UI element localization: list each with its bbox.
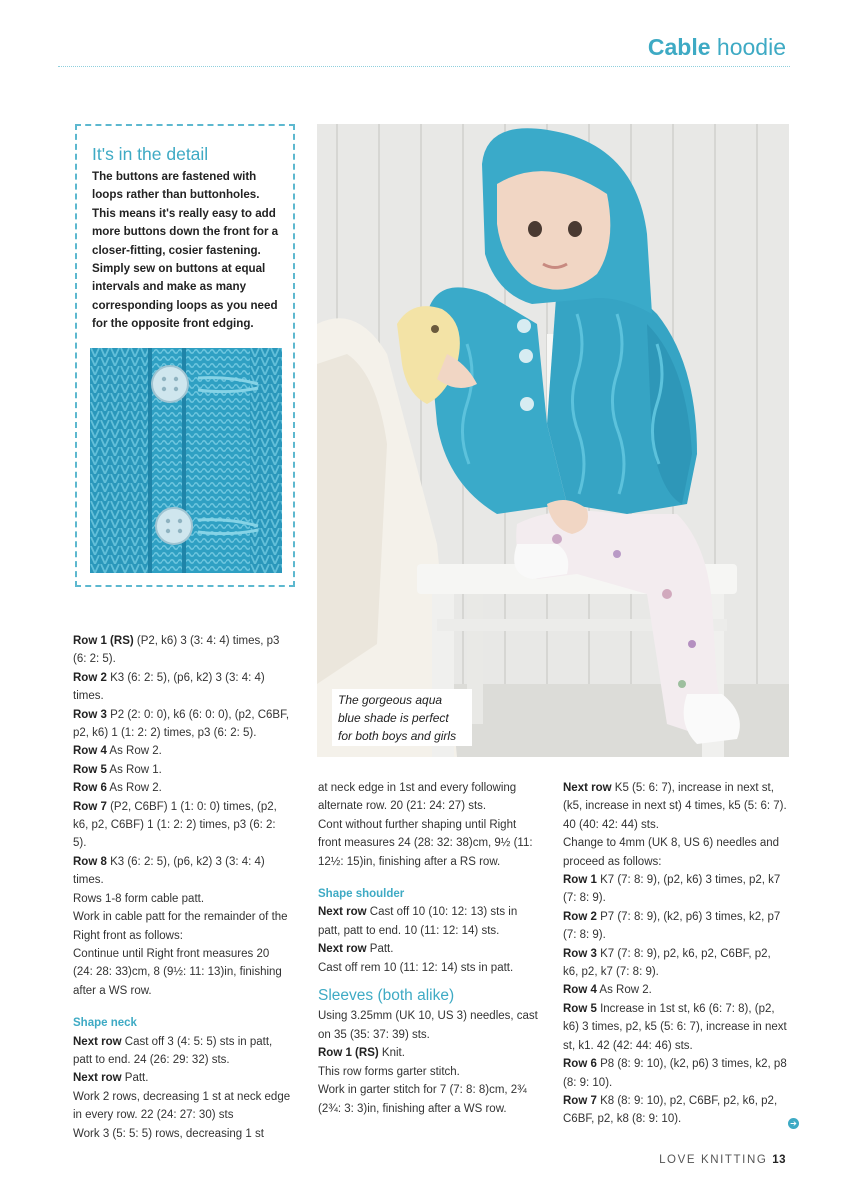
pattern-row: Cast off rem 10 (11: 12: 14) sts in patt. [318, 961, 514, 974]
detail-text: The buttons are fastened with loops rather than buttonholes. This means it's really easy to add more buttons down the front for a closer-fitting, cosier fastening. Simply sew on buttons at equal intervals and make as many corresponding loops as you need for the opposite front edging. [92, 170, 279, 331]
section-heading-shape-neck: Shape neck [73, 1017, 137, 1030]
pattern-row: Next row Cast off 3 (4: 5: 5) sts in patt, patt to end. 24 (26: 29: 32) sts. [73, 1035, 273, 1066]
pattern-row: Row 3 P2 (2: 0: 0), k6 (6: 0: 0), (p2, C6BF, p2, k6) 1 (1: 2: 2) times, p3 (6: 2: 5). [73, 708, 290, 740]
pattern-row: Row 1 (RS) Knit. [318, 1047, 405, 1060]
pattern-row: Next row Patt. [318, 943, 394, 956]
pattern-row: Continue until Right front measures 20 (24: 28: 33)cm, 8 (9½: 11: 13)in, finishing after a WS row. [73, 947, 282, 997]
page-number: 13 [772, 1154, 786, 1166]
pattern-row: Row 1 (RS) (P2, k6) 3 (3: 4: 4) times, p3 (6: 2: 5). [73, 635, 280, 666]
baby-hoodie-photo [317, 124, 789, 757]
pattern-row: Row 5 Increase in 1st st, k6 (6: 7: 8), (p2, k6) 3 times, p2, k5 (5: 6: 7), increase in next st, k1. 42 (42: 44: 46) sts. [563, 1002, 787, 1052]
pattern-row: Row 2 K3 (6: 2: 5), (p6, k2) 3 (3: 4: 4) times. [73, 671, 265, 703]
pattern-column-3 [563, 779, 789, 1129]
title-bold: Cable [647, 34, 711, 60]
detail-title: It's in the detail [92, 144, 209, 164]
continue-arrow-icon: ➔ [788, 1118, 799, 1129]
pattern-row: Next row Cast off 10 (10: 12: 13) sts in patt, patt to end. 10 (11: 12: 14) sts. [318, 906, 518, 937]
section-heading-sleeves: Sleeves (both alike) [318, 987, 455, 1005]
button-loop-closeup-image [90, 348, 282, 573]
page-title [648, 34, 786, 61]
pattern-row: Row 4 As Row 2. [563, 984, 652, 997]
pattern-row: Work in cable patt for the remainder of the Right front as follows: [73, 911, 288, 942]
photo-caption: The gorgeous aqua blue shade is perfect for both boys and girls [332, 689, 472, 746]
pattern-row: Row 7 (P2, C6BF) 1 (1: 0: 0) times, (p2, k6, p2, C6BF) 1 (1: 2: 2) times, p3 (6: 2: 5). [73, 800, 277, 850]
header-divider [58, 66, 790, 67]
pattern-row: at neck edge in 1st and every following alternate row. 20 (21: 24: 27) sts. [318, 782, 517, 813]
pattern-row: Next row Patt. [73, 1072, 149, 1085]
pattern-row: Row 3 K7 (7: 8: 9), p2, k6, p2, C6BF, p2, k6, p2, k7 (7: 8: 9). [563, 947, 771, 979]
pattern-row: Row 7 K8 (8: 9: 10), p2, C6BF, p2, k6, p2, C6BF, p2, k8 (8: 9: 10). [563, 1094, 778, 1126]
pattern-row: Row 5 As Row 1. [73, 763, 162, 776]
detail-box [75, 124, 295, 587]
pattern-row: Next row K5 (5: 6: 7), increase in next st, (k5, increase in next st) 4 times, k5 (5: 6: 7). 40 (40: 42: 44) sts. [563, 782, 787, 831]
pattern-row: Cont without further shaping until Right front measures 24 (28: 32: 38)cm, 9½ (11: 12½: 15)in, finishing after a RS row. [318, 818, 533, 868]
page-footer [659, 1154, 786, 1166]
pattern-row: Row 1 K7 (7: 8: 9), (p2, k6) 3 times, p2, k7 (7: 8: 9). [563, 874, 781, 905]
pattern-row: Row 2 P7 (7: 8: 9), (k2, p6) 3 times, k2, p7 (7: 8: 9). [563, 910, 781, 942]
pattern-row: Using 3.25mm (UK 10, US 3) needles, cast on 35 (35: 37: 39) sts. [318, 1010, 538, 1041]
pattern-row: Work in garter stitch for 7 (7: 8: 8)cm, 2¾ (2¾: 3: 3)in, finishing after a WS row. [318, 1084, 527, 1115]
pattern-row: Work 3 (5: 5: 5) rows, decreasing 1 st [73, 1127, 264, 1140]
pattern-row: Row 8 K3 (6: 2: 5), (p6, k2) 3 (3: 4: 4) times. [73, 855, 265, 887]
pattern-column-1 [73, 632, 291, 1143]
pattern-row: This row forms garter stitch. [318, 1065, 460, 1078]
section-heading-shape-shoulder: Shape shoulder [318, 888, 405, 901]
magazine-name: LOVE KNITTING [659, 1154, 768, 1166]
pattern-row: Row 6 P8 (8: 9: 10), (k2, p6) 3 times, k2, p8 (8: 9: 10). [563, 1058, 787, 1089]
pattern-row: Work 2 rows, decreasing 1 st at neck edge in every row. 22 (24: 27: 30) sts [73, 1090, 291, 1122]
pattern-row: Change to 4mm (UK 8, US 6) needles and proceed as follows: [563, 837, 780, 868]
pattern-row: Row 6 As Row 2. [73, 782, 162, 795]
pattern-column-2 [318, 779, 540, 1118]
pattern-row: Row 4 As Row 2. [73, 745, 162, 758]
pattern-row: Rows 1-8 form cable patt. [73, 892, 205, 905]
title-rest: hoodie [710, 34, 786, 60]
